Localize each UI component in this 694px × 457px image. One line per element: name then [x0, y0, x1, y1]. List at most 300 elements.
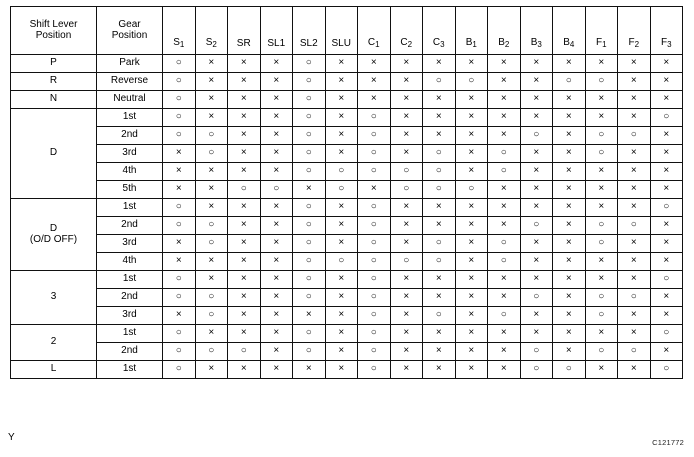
state-cell — [423, 163, 456, 181]
state-cell — [423, 91, 456, 109]
state-cell — [520, 127, 553, 145]
on-mark-icon: ○ — [370, 273, 377, 285]
table-row — [11, 145, 683, 163]
on-mark-icon: ○ — [435, 165, 442, 177]
on-mark-icon: ○ — [175, 219, 182, 231]
on-mark-icon: ○ — [208, 219, 215, 231]
gear-position-cell: 1st — [97, 271, 163, 289]
off-mark-icon: × — [403, 273, 410, 285]
off-mark-icon: × — [500, 93, 507, 105]
shift-lever-position-cell: D (O/D OFF) — [11, 199, 97, 271]
off-mark-icon: × — [468, 201, 475, 213]
on-mark-icon: ○ — [468, 75, 475, 87]
state-cell — [520, 289, 553, 307]
shift-solenoid-matrix-table — [10, 6, 683, 379]
on-mark-icon: ○ — [403, 255, 410, 267]
off-mark-icon: × — [468, 111, 475, 123]
on-mark-icon: ○ — [338, 165, 345, 177]
state-cell — [228, 109, 261, 127]
off-mark-icon: × — [338, 75, 345, 87]
off-mark-icon: × — [403, 309, 410, 321]
off-mark-icon: × — [630, 201, 637, 213]
state-cell — [455, 73, 488, 91]
off-mark-icon: × — [240, 219, 247, 231]
gear-position-cell: 2nd — [97, 289, 163, 307]
off-mark-icon: × — [240, 111, 247, 123]
gear-position-cell: 2nd — [97, 127, 163, 145]
state-cell — [163, 181, 196, 199]
table-row — [11, 199, 683, 217]
state-cell — [520, 253, 553, 271]
on-mark-icon: ○ — [370, 111, 377, 123]
off-mark-icon: × — [403, 147, 410, 159]
state-cell — [293, 289, 326, 307]
on-mark-icon: ○ — [273, 183, 280, 195]
off-mark-icon: × — [273, 75, 280, 87]
table-row — [11, 73, 683, 91]
off-mark-icon: × — [630, 309, 637, 321]
state-cell — [585, 181, 618, 199]
off-mark-icon: × — [663, 345, 670, 357]
off-mark-icon: × — [500, 345, 507, 357]
state-cell — [650, 145, 683, 163]
state-cell — [358, 361, 391, 379]
state-cell — [520, 271, 553, 289]
off-mark-icon: × — [208, 111, 215, 123]
state-cell — [455, 163, 488, 181]
state-cell — [488, 289, 521, 307]
off-mark-icon: × — [565, 327, 572, 339]
state-cell — [390, 361, 423, 379]
off-mark-icon: × — [435, 291, 442, 303]
on-mark-icon: ○ — [370, 219, 377, 231]
state-cell — [293, 325, 326, 343]
off-mark-icon: × — [403, 129, 410, 141]
state-cell — [520, 109, 553, 127]
off-mark-icon: × — [468, 273, 475, 285]
state-cell — [163, 91, 196, 109]
off-mark-icon: × — [175, 255, 182, 267]
state-cell — [325, 145, 358, 163]
off-mark-icon: × — [273, 273, 280, 285]
header-col-sl1: SL1 — [260, 7, 293, 55]
state-cell — [358, 73, 391, 91]
header-col-f1: $F_1$ — [585, 7, 618, 55]
off-mark-icon: × — [435, 111, 442, 123]
off-mark-icon: × — [565, 147, 572, 159]
off-mark-icon: × — [663, 255, 670, 267]
state-cell — [358, 163, 391, 181]
off-mark-icon: × — [338, 273, 345, 285]
state-cell — [260, 199, 293, 217]
off-mark-icon: × — [533, 327, 540, 339]
table-row — [11, 289, 683, 307]
off-mark-icon: × — [500, 291, 507, 303]
on-mark-icon: ○ — [468, 183, 475, 195]
off-mark-icon: × — [273, 219, 280, 231]
gear-position-cell: 3rd — [97, 145, 163, 163]
on-mark-icon: ○ — [565, 363, 572, 375]
off-mark-icon: × — [435, 327, 442, 339]
state-cell — [553, 235, 586, 253]
off-mark-icon: × — [338, 363, 345, 375]
state-cell — [293, 73, 326, 91]
state-cell — [553, 199, 586, 217]
state-cell — [553, 343, 586, 361]
off-mark-icon: × — [403, 57, 410, 69]
off-mark-icon: × — [273, 237, 280, 249]
state-cell — [650, 181, 683, 199]
off-mark-icon: × — [468, 147, 475, 159]
off-mark-icon: × — [273, 147, 280, 159]
state-cell — [488, 199, 521, 217]
state-cell — [618, 289, 651, 307]
state-cell — [390, 253, 423, 271]
state-cell — [585, 361, 618, 379]
off-mark-icon: × — [533, 147, 540, 159]
state-cell — [195, 343, 228, 361]
shift-lever-position-cell: R — [11, 73, 97, 91]
state-cell — [488, 217, 521, 235]
gear-position-cell: 1st — [97, 325, 163, 343]
table-row — [11, 343, 683, 361]
state-cell — [325, 253, 358, 271]
shift-lever-position-cell: L — [11, 361, 97, 379]
on-mark-icon: ○ — [663, 201, 670, 213]
state-cell — [553, 253, 586, 271]
off-mark-icon: × — [630, 75, 637, 87]
on-mark-icon: ○ — [500, 255, 507, 267]
state-cell — [228, 199, 261, 217]
off-mark-icon: × — [468, 363, 475, 375]
off-mark-icon: × — [305, 363, 312, 375]
state-cell — [618, 91, 651, 109]
table-row — [11, 253, 683, 271]
on-mark-icon: ○ — [370, 345, 377, 357]
state-cell — [455, 109, 488, 127]
off-mark-icon: × — [240, 57, 247, 69]
state-cell — [650, 253, 683, 271]
header-shift-lever-position: Shift Lever Position — [11, 7, 97, 55]
state-cell — [650, 271, 683, 289]
state-cell — [650, 307, 683, 325]
state-cell — [195, 307, 228, 325]
state-cell — [228, 307, 261, 325]
state-cell — [325, 163, 358, 181]
header-col-f3: $F_3$ — [650, 7, 683, 55]
gear-position-cell: 4th — [97, 163, 163, 181]
on-mark-icon: ○ — [370, 363, 377, 375]
on-mark-icon: ○ — [208, 345, 215, 357]
state-cell — [520, 343, 553, 361]
state-cell — [228, 163, 261, 181]
off-mark-icon: × — [403, 75, 410, 87]
on-mark-icon: ○ — [370, 255, 377, 267]
state-cell — [260, 343, 293, 361]
off-mark-icon: × — [533, 165, 540, 177]
table-row — [11, 181, 683, 199]
on-mark-icon: ○ — [370, 309, 377, 321]
state-cell — [260, 55, 293, 73]
state-cell — [260, 289, 293, 307]
off-mark-icon: × — [338, 201, 345, 213]
header-col-b3: $B_3$ — [520, 7, 553, 55]
state-cell — [358, 199, 391, 217]
on-mark-icon: ○ — [663, 273, 670, 285]
on-mark-icon: ○ — [370, 201, 377, 213]
off-mark-icon: × — [533, 57, 540, 69]
off-mark-icon: × — [500, 129, 507, 141]
off-mark-icon: × — [208, 327, 215, 339]
state-cell — [618, 73, 651, 91]
state-cell — [455, 253, 488, 271]
state-cell — [585, 217, 618, 235]
state-cell — [325, 217, 358, 235]
state-cell — [293, 217, 326, 235]
off-mark-icon: × — [208, 363, 215, 375]
state-cell — [195, 163, 228, 181]
state-cell — [390, 199, 423, 217]
off-mark-icon: × — [500, 183, 507, 195]
state-cell — [325, 181, 358, 199]
on-mark-icon: ○ — [435, 255, 442, 267]
off-mark-icon: × — [630, 165, 637, 177]
off-mark-icon: × — [598, 93, 605, 105]
state-cell — [585, 307, 618, 325]
off-mark-icon: × — [403, 111, 410, 123]
header-col-c1: $C_1$ — [358, 7, 391, 55]
state-cell — [293, 199, 326, 217]
header-col-f2: $F_2$ — [618, 7, 651, 55]
state-cell — [520, 73, 553, 91]
state-cell — [423, 343, 456, 361]
on-mark-icon: ○ — [533, 363, 540, 375]
off-mark-icon: × — [338, 327, 345, 339]
on-mark-icon: ○ — [208, 147, 215, 159]
state-cell — [520, 91, 553, 109]
off-mark-icon: × — [175, 147, 182, 159]
on-mark-icon: ○ — [500, 237, 507, 249]
state-cell — [260, 91, 293, 109]
state-cell — [195, 289, 228, 307]
off-mark-icon: × — [598, 201, 605, 213]
state-cell — [325, 73, 358, 91]
off-mark-icon: × — [533, 309, 540, 321]
state-cell — [455, 325, 488, 343]
on-mark-icon: ○ — [598, 309, 605, 321]
state-cell — [260, 253, 293, 271]
state-cell — [228, 91, 261, 109]
state-cell — [618, 163, 651, 181]
table-row — [11, 109, 683, 127]
off-mark-icon: × — [175, 165, 182, 177]
off-mark-icon: × — [468, 57, 475, 69]
state-cell — [553, 181, 586, 199]
on-mark-icon: ○ — [598, 75, 605, 87]
on-mark-icon: ○ — [435, 147, 442, 159]
table-row — [11, 307, 683, 325]
gear-position-cell: 5th — [97, 181, 163, 199]
state-cell — [520, 145, 553, 163]
header-row — [11, 7, 683, 55]
state-cell — [358, 91, 391, 109]
state-cell — [358, 289, 391, 307]
on-mark-icon: ○ — [598, 147, 605, 159]
state-cell — [488, 343, 521, 361]
state-cell — [163, 163, 196, 181]
state-cell — [390, 163, 423, 181]
off-mark-icon: × — [468, 93, 475, 105]
state-cell — [650, 235, 683, 253]
off-mark-icon: × — [403, 201, 410, 213]
off-mark-icon: × — [273, 327, 280, 339]
state-cell — [650, 163, 683, 181]
header-col-b1: $B_1$ — [455, 7, 488, 55]
off-mark-icon: × — [273, 291, 280, 303]
off-mark-icon: × — [663, 183, 670, 195]
off-mark-icon: × — [338, 291, 345, 303]
off-mark-icon: × — [175, 183, 182, 195]
header-col-slu: SLU — [325, 7, 358, 55]
off-mark-icon: × — [273, 345, 280, 357]
state-cell — [390, 55, 423, 73]
state-cell — [423, 307, 456, 325]
off-mark-icon: × — [533, 183, 540, 195]
off-mark-icon: × — [533, 93, 540, 105]
off-mark-icon: × — [240, 129, 247, 141]
off-mark-icon: × — [273, 57, 280, 69]
on-mark-icon: ○ — [630, 219, 637, 231]
state-cell — [553, 91, 586, 109]
state-cell — [553, 163, 586, 181]
off-mark-icon: × — [208, 183, 215, 195]
state-cell — [260, 271, 293, 289]
on-mark-icon: ○ — [305, 57, 312, 69]
state-cell — [585, 73, 618, 91]
state-cell — [650, 127, 683, 145]
on-mark-icon: ○ — [305, 147, 312, 159]
state-cell — [228, 235, 261, 253]
off-mark-icon: × — [468, 327, 475, 339]
state-cell — [390, 145, 423, 163]
state-cell — [618, 325, 651, 343]
off-mark-icon: × — [468, 255, 475, 267]
off-mark-icon: × — [500, 273, 507, 285]
table-row — [11, 271, 683, 289]
state-cell — [293, 145, 326, 163]
state-cell — [455, 91, 488, 109]
off-mark-icon: × — [500, 327, 507, 339]
off-mark-icon: × — [565, 309, 572, 321]
state-cell — [553, 55, 586, 73]
off-mark-icon: × — [565, 237, 572, 249]
off-mark-icon: × — [598, 111, 605, 123]
state-cell — [390, 73, 423, 91]
state-cell — [455, 181, 488, 199]
table-row — [11, 325, 683, 343]
corner-label: Y — [8, 432, 15, 443]
off-mark-icon: × — [663, 93, 670, 105]
state-cell — [585, 343, 618, 361]
on-mark-icon: ○ — [435, 309, 442, 321]
on-mark-icon: ○ — [500, 309, 507, 321]
state-cell — [520, 55, 553, 73]
on-mark-icon: ○ — [338, 255, 345, 267]
on-mark-icon: ○ — [175, 75, 182, 87]
state-cell — [650, 55, 683, 73]
state-cell — [228, 145, 261, 163]
off-mark-icon: × — [403, 327, 410, 339]
header-col-s2: $S_2$ — [195, 7, 228, 55]
off-mark-icon: × — [305, 309, 312, 321]
on-mark-icon: ○ — [533, 129, 540, 141]
state-cell — [455, 199, 488, 217]
on-mark-icon: ○ — [175, 129, 182, 141]
state-cell — [520, 235, 553, 253]
state-cell — [358, 325, 391, 343]
state-cell — [455, 307, 488, 325]
state-cell — [553, 289, 586, 307]
state-cell — [488, 109, 521, 127]
on-mark-icon: ○ — [630, 291, 637, 303]
state-cell — [423, 325, 456, 343]
gear-position-cell: Neutral — [97, 91, 163, 109]
gear-position-cell: 2nd — [97, 217, 163, 235]
state-cell — [163, 307, 196, 325]
table-header — [11, 7, 683, 55]
state-cell — [358, 235, 391, 253]
state-cell — [423, 289, 456, 307]
state-cell — [488, 55, 521, 73]
off-mark-icon: × — [240, 255, 247, 267]
table-row — [11, 127, 683, 145]
state-cell — [488, 271, 521, 289]
on-mark-icon: ○ — [663, 363, 670, 375]
state-cell — [260, 325, 293, 343]
state-cell — [390, 271, 423, 289]
state-cell — [358, 127, 391, 145]
off-mark-icon: × — [208, 165, 215, 177]
state-cell — [358, 217, 391, 235]
state-cell — [488, 361, 521, 379]
header-col-sr: SR — [228, 7, 261, 55]
on-mark-icon: ○ — [305, 255, 312, 267]
state-cell — [228, 343, 261, 361]
state-cell — [423, 127, 456, 145]
off-mark-icon: × — [500, 111, 507, 123]
state-cell — [585, 325, 618, 343]
state-cell — [358, 307, 391, 325]
state-cell — [163, 127, 196, 145]
state-cell — [163, 199, 196, 217]
state-cell — [650, 361, 683, 379]
state-cell — [163, 343, 196, 361]
state-cell — [553, 127, 586, 145]
gear-position-cell: 1st — [97, 361, 163, 379]
state-cell — [520, 163, 553, 181]
state-cell — [585, 163, 618, 181]
off-mark-icon: × — [630, 255, 637, 267]
state-cell — [553, 271, 586, 289]
state-cell — [585, 199, 618, 217]
off-mark-icon: × — [565, 57, 572, 69]
gear-position-cell: 3rd — [97, 307, 163, 325]
on-mark-icon: ○ — [500, 147, 507, 159]
state-cell — [325, 271, 358, 289]
table-row — [11, 163, 683, 181]
off-mark-icon: × — [403, 291, 410, 303]
off-mark-icon: × — [630, 57, 637, 69]
